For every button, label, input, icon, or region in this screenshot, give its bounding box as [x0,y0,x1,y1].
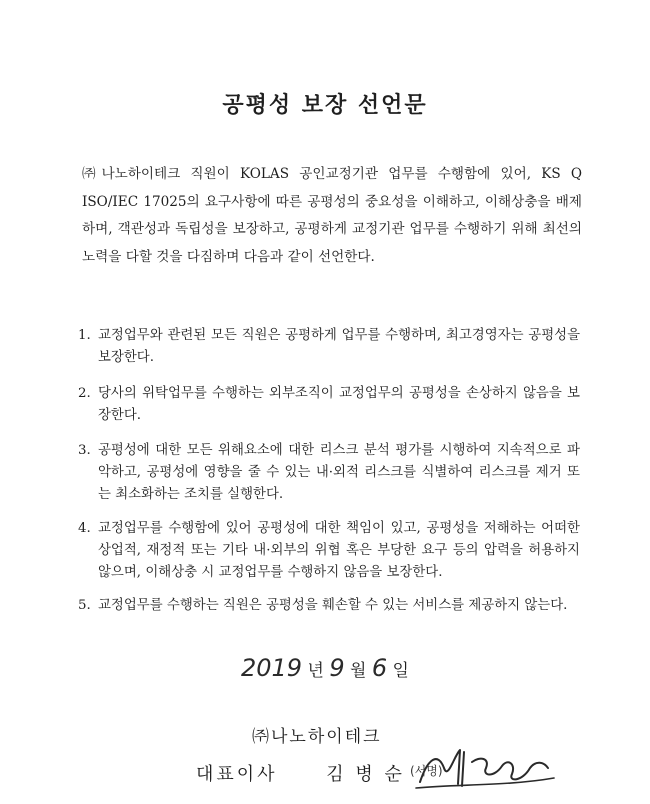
item-text: 당사의 위탁업무를 수행하는 외부조직이 교정업무의 공평성을 손상하지 않음을 보장한다. [98,386,580,423]
list-item [78,325,580,369]
signer-block [196,760,405,786]
item-text: 교정업무와 관련된 모든 직원은 공평하게 업무를 수행하며, 최고경영자는 공평성을 보장한다. [98,328,580,365]
date-day: 6 [371,654,388,682]
declaration-date [0,654,650,682]
date-month: 9 [329,654,345,682]
list-item [78,518,580,584]
document-title: 공평성 보장 선언문 [222,92,428,118]
list-item [78,383,580,427]
item-number: 2. [78,386,91,401]
item-number: 4. [78,521,91,536]
item-number: 3. [78,443,91,458]
list-item [78,440,580,506]
signature-mark [398,738,568,798]
item-text: 공평성에 대한 모든 위해요소에 대한 리스크 분석 평가를 시행하여 지속적으로 파악하고, 공평성에 영향을 줄 수 있는 내·외적 리스크를 식별하여 리스크를 제거 또는 최소화하는 조치를 실행한다. [98,443,580,502]
item-number: 5. [78,598,91,613]
item-number: 1. [78,328,91,343]
seal-label: (서명) [410,764,443,778]
date-month-unit: 월 [350,661,367,681]
date-year: 2019 [241,654,303,682]
date-year-unit: 년 [307,661,324,681]
date-day-unit: 일 [392,661,409,681]
item-text: 교정업무를 수행함에 있어 공평성에 대한 책임이 있고, 공평성을 저해하는 어떠한 상업적, 재정적 또는 기타 내·외부의 위협 혹은 부당한 요구 등의 압력을 허용하지 않으며, 이해상충 시 교정업무를 수행하지 않음을 보장한다. [98,521,580,580]
intro-paragraph [82,161,582,271]
company-name: ㈜나노하이테크 [252,727,382,747]
item-text: 교정업무를 수행하는 직원은 공평성을 훼손할 수 있는 서비스를 제공하지 않는다. [98,598,568,613]
list-item [78,595,567,617]
signer-role: 대표이사 [196,764,278,785]
intro-text: ㈜나노하이테크 직원이 KOLAS 공인교정기관 업무를 수행함에 있어, KS Q ISO/IEC 17025의 요구사항에 따른 공평성의 중요성을 이해하고, 이해상충을 배제하며, 객관성과 독립성을 보장하고, 공평하게 교정기관 업무를 수행하기 위해 최선의 노력을 다할 것을 다짐하며 다음과 같이 선언한다. [82,166,582,265]
signer-name: 김 병 순 [326,764,405,785]
